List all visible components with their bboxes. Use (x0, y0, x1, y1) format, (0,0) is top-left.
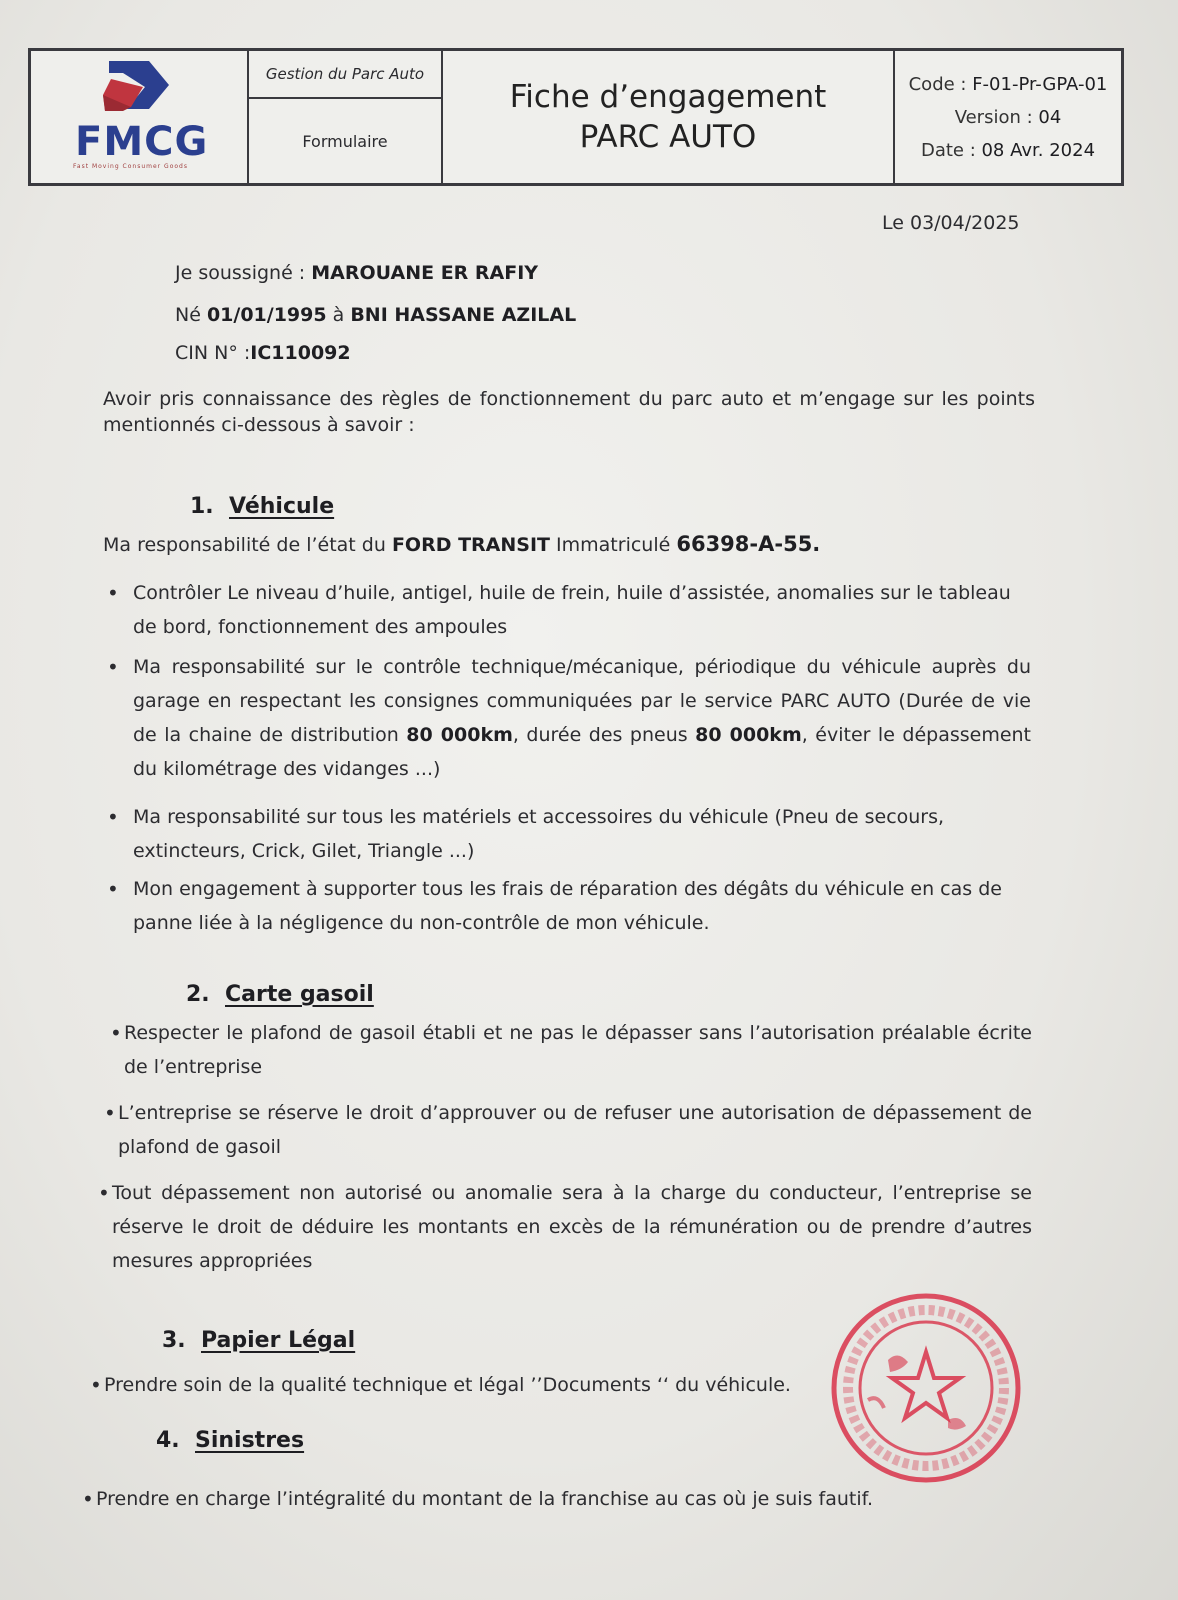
bullet-dot: • (98, 1181, 110, 1205)
km-tires: 80 000km (695, 724, 802, 746)
dept-label: Gestion du Parc Auto (249, 51, 441, 99)
s3-bullet-1 (90, 1368, 864, 1402)
lead-text-a: Ma responsabilité de l’état du (103, 534, 392, 556)
signer-name: MAROUANE ER RAFIY (311, 262, 539, 284)
birth-place: BNI HASSANE AZILAL (350, 304, 577, 326)
section-3-num: 3. (162, 1328, 186, 1353)
s2-bullet-2-text: L’entreprise se réserve le droit d’approuver ou de refuser une autorisation de dépassement de plafond de gasoil (118, 1102, 1032, 1158)
km-distribution: 80 000km (406, 724, 513, 746)
date-row (921, 134, 1095, 167)
section-2-label: Carte gasoil (225, 982, 374, 1007)
section-1-lead (103, 532, 820, 556)
soussigne-label: Je soussigné : (175, 262, 312, 284)
s1-bullet-4 (107, 872, 1031, 940)
version-row (955, 101, 1062, 134)
vehicle-model: FORD TRANSIT (391, 534, 550, 556)
title-line-1: Fiche d’engagement (509, 79, 827, 115)
section-4-num: 4. (156, 1428, 180, 1453)
section-1-title (190, 494, 334, 519)
header-dept-cell (249, 51, 443, 183)
s1-bullet-3 (107, 800, 1031, 868)
s1-bullet-1 (107, 576, 1031, 644)
bullet-dot: • (82, 1487, 94, 1511)
logo-text: FMCG (75, 119, 209, 165)
document-date: Le 03/04/2025 (882, 212, 1020, 234)
s1-bullet-2-text-a: Ma responsabilité sur le contrôle technique/mécanique, périodique du véhicule auprès du garage en respectant les consignes communiquées par le service PARC AUTO (Durée de vie de la chaine de distribution (133, 656, 1031, 746)
s2-bullet-3 (98, 1176, 1032, 1278)
cin-label: CIN N° : (175, 342, 251, 364)
s1-bullet-3-text: Ma responsabilité sur tous les matériels et accessoires du véhicule (Pneu de secours, extincteurs, Crick, Gilet, Triangle ...) (133, 806, 945, 862)
s2-bullet-2 (104, 1096, 1032, 1164)
section-4-label: Sinistres (195, 1428, 305, 1453)
lead-text-b: Immatriculé (550, 534, 677, 556)
section-3-title (162, 1328, 355, 1353)
date-value: 08 Avr. 2024 (981, 139, 1096, 161)
s1-bullet-2 (107, 650, 1032, 786)
code-value: F-01-Pr-GPA-01 (972, 73, 1108, 95)
title-line-2: PARC AUTO (579, 119, 757, 155)
doc-type-label: Formulaire (302, 131, 388, 151)
code-label: Code : (908, 73, 973, 95)
s1-bullet-4-text: Mon engagement à supporter tous les frais de réparation des dégâts du véhicule en cas de panne liée à la négligence du non-contrôle de mon véhicule. (133, 878, 1002, 934)
ne-label: Né (175, 304, 207, 326)
section-3-label: Papier Légal (201, 1328, 356, 1353)
cin-line (175, 342, 351, 364)
bullet-dot: • (110, 1021, 122, 1045)
section-4-title (156, 1428, 304, 1453)
bullet-dot: • (107, 655, 119, 679)
section-1-label: Véhicule (229, 494, 335, 519)
official-stamp-icon (828, 1290, 1024, 1486)
document-meta (895, 51, 1121, 183)
section-2-num: 2. (186, 982, 210, 1007)
s3-bullet-1-text: Prendre soin de la qualité technique et légal ’’Documents ‘‘ du véhicule. (104, 1374, 791, 1396)
cin-value: IC110092 (250, 342, 351, 364)
s1-bullet-2-text-c: , éviter le dépassement du kilométrage des vidanges ...) (133, 724, 1032, 780)
logo-subtext: Fast Moving Consumer Goods (73, 163, 188, 170)
intro-paragraph: Avoir pris connaissance des règles de fonctionnement du parc auto et m’engage sur les points mentionnés ci-dessous à savoir : (103, 388, 1035, 436)
document-title (443, 51, 895, 183)
section-2-title (186, 982, 374, 1007)
bullet-dot: • (107, 581, 119, 605)
birth-line (175, 304, 576, 326)
soussigne-line (175, 262, 538, 284)
s4-bullet-1-text: Prendre en charge l’intégralité du montant de la franchise au cas où je suis fautif. (96, 1488, 873, 1510)
date-label: Date : (920, 139, 982, 161)
a-label: à (326, 304, 351, 326)
s2-bullet-3-text: Tout dépassement non autorisé ou anomalie sera à la charge du conducteur, l’entreprise se réserve le droit de déduire les montants en excès de la rémunération ou de prendre d’autres mesures appropriées (112, 1182, 1032, 1272)
s4-bullet-1 (82, 1482, 996, 1516)
version-value: 04 (1038, 106, 1062, 128)
bullet-dot: • (107, 805, 119, 829)
document-header (28, 48, 1124, 186)
code-row (909, 68, 1108, 101)
company-logo (31, 51, 249, 183)
birth-date: 01/01/1995 (206, 304, 327, 326)
bullet-dot: • (107, 877, 119, 901)
s2-bullet-1-text: Respecter le plafond de gasoil établi et ne pas le dépasser sans l’autorisation préalable écrite de l’entreprise (124, 1022, 1032, 1078)
section-1-num: 1. (190, 494, 214, 519)
bullet-dot: • (90, 1373, 102, 1397)
bullet-dot: • (104, 1101, 116, 1125)
s1-bullet-2-text-b: , durée des pneus (512, 724, 696, 746)
s2-bullet-1 (110, 1016, 1032, 1084)
vehicle-plate: 66398-A-55. (676, 532, 821, 556)
s1-bullet-1-text: Contrôler Le niveau d’huile, antigel, huile de frein, huile d’assistée, anomalies sur le tableau de bord, fonctionnement des ampoules (133, 582, 1011, 638)
version-label: Version : (954, 106, 1039, 128)
